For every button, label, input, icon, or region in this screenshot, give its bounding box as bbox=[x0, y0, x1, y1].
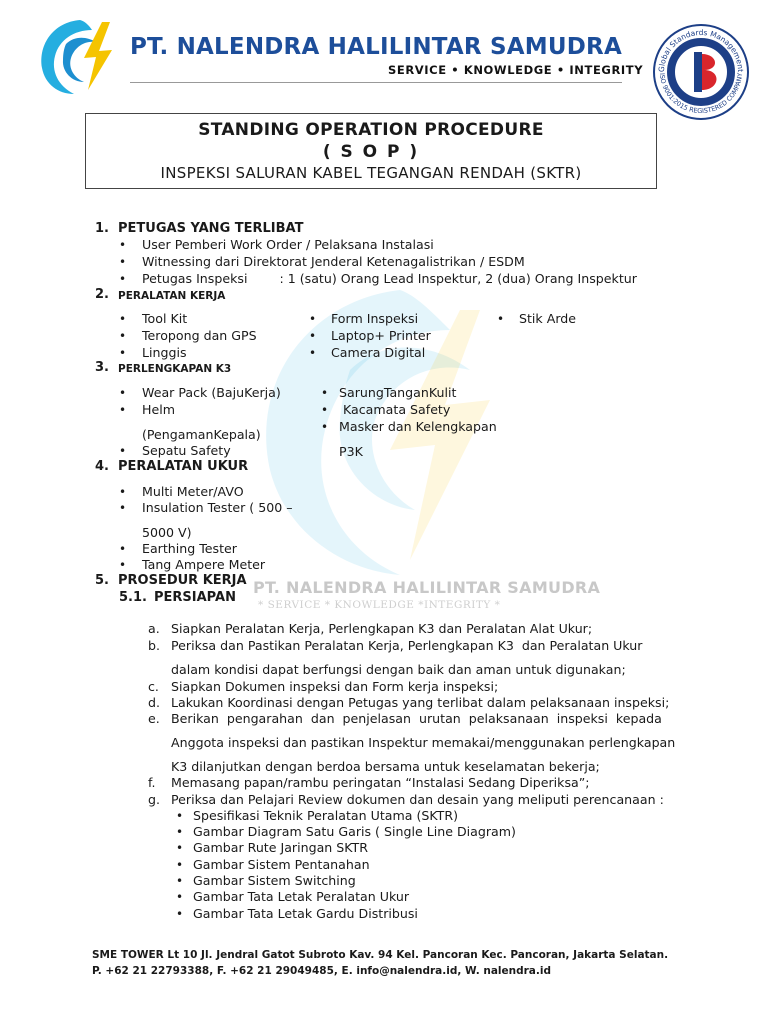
step-text: Siapkan Peralatan Kerja, Perlengkapan K3 dan Peralatan Alat Ukur; bbox=[171, 621, 593, 636]
list-item: Tang Ampere Meter bbox=[142, 557, 266, 572]
list-item: Stik Arde bbox=[519, 311, 577, 326]
section-number: 3. bbox=[95, 360, 109, 375]
step-text-continuation: K3 dilanjutkan dengan berdoa bersama untuk keselamatan bekerja; bbox=[171, 759, 600, 774]
step-text: Berikan pengarahan dan penjelasan urutan pelaksanaan inspeksi kepada bbox=[171, 711, 662, 726]
bullet: • bbox=[309, 312, 317, 326]
footer-contact: P. +62 21 22793388, F. +62 21 29049485, E. info@nalendra.id, W. nalendra.id bbox=[92, 965, 552, 977]
section-title: PERLENGKAPAN K3 bbox=[118, 363, 232, 375]
list-item-continuation: (PengamanKepala) bbox=[142, 427, 261, 442]
watermark-tagline: * SERVICE * KNOWLEDGE *INTEGRITY * bbox=[258, 599, 501, 611]
step-text-continuation: Anggota inspeksi dan pastikan Inspektur memakai/menggunakan perlengkapan bbox=[171, 735, 676, 750]
footer-address: SME TOWER Lt 10 Jl. Jendral Gatot Subroto Kav. 94 Kel. Pancoran Kec. Pancoran, Jakarta Selatan. bbox=[92, 949, 669, 961]
bullet: • bbox=[119, 312, 127, 326]
bullet: • bbox=[321, 386, 329, 400]
list-item: Witnessing dari Direktorat Jenderal Ketenagalistrikan / ESDM bbox=[142, 254, 525, 269]
bullet: • bbox=[119, 501, 127, 515]
section-number: 4. bbox=[95, 459, 109, 474]
bullet: • bbox=[119, 346, 127, 360]
document-subject: INSPEKSI SALURAN KABEL TEGANGAN RENDAH (SKTR) bbox=[160, 164, 582, 182]
list-item: Teropong dan GPS bbox=[142, 328, 257, 343]
subsection-number: 5.1. bbox=[119, 590, 147, 605]
bullet: • bbox=[309, 329, 317, 343]
review-item: Gambar Tata Letak Peralatan Ukur bbox=[193, 889, 410, 904]
list-item: Sepatu Safety bbox=[142, 443, 231, 458]
company-tagline: SERVICE • KNOWLEDGE • INTEGRITY bbox=[388, 63, 644, 77]
step-letter: g. bbox=[148, 792, 160, 807]
bullet: • bbox=[119, 272, 127, 286]
section-number: 2. bbox=[95, 287, 109, 302]
list-item: Kacamata Safety bbox=[339, 402, 451, 417]
header-divider bbox=[130, 82, 622, 83]
step-text: Periksa dan Pastikan Peralatan Kerja, Perlengkapan K3 dan Peralatan Ukur bbox=[171, 638, 643, 653]
bullet: • bbox=[119, 444, 127, 458]
step-letter: c. bbox=[148, 679, 159, 694]
title-box bbox=[85, 113, 657, 189]
step-text: Memasang papan/rambu peringatan “Instalasi Sedang Diperiksa”; bbox=[171, 775, 590, 790]
list-item: Linggis bbox=[142, 345, 187, 360]
badge-bottom-text: ISO 9001:2015 REGISTERED COMPANY bbox=[658, 72, 745, 116]
bullet: • bbox=[119, 329, 127, 343]
section-title: PROSEDUR KERJA bbox=[118, 573, 247, 588]
step-text: Siapkan Dokumen inspeksi dan Form kerja inspeksi; bbox=[171, 679, 499, 694]
step-text: Periksa dan Pelajari Review dokumen dan desain yang meliputi perencanaan : bbox=[171, 792, 664, 807]
company-logo bbox=[36, 16, 124, 96]
list-item: Helm bbox=[142, 402, 175, 417]
list-item: User Pemberi Work Order / Pelaksana Instalasi bbox=[142, 237, 434, 252]
list-item: Form Inspeksi bbox=[331, 311, 419, 326]
step-letter: f. bbox=[148, 775, 156, 790]
section-title: PETUGAS YANG TERLIBAT bbox=[118, 221, 304, 236]
bullet: • bbox=[119, 542, 127, 556]
bullet: • bbox=[176, 825, 184, 839]
step-text-continuation: dalam kondisi dapat berfungsi dengan baik dan aman untuk digunakan; bbox=[171, 662, 626, 677]
subsection-title: PERSIAPAN bbox=[154, 590, 236, 605]
review-item: Gambar Sistem Switching bbox=[193, 873, 356, 888]
bullet: • bbox=[176, 809, 184, 823]
list-item: SarungTanganKulit bbox=[339, 385, 457, 400]
bullet: • bbox=[119, 558, 127, 572]
list-item: Earthing Tester bbox=[142, 541, 237, 556]
bullet: • bbox=[176, 874, 184, 888]
list-item: Multi Meter/AVO bbox=[142, 484, 244, 499]
bullet: • bbox=[176, 858, 184, 872]
list-item: Insulation Tester ( 500 – bbox=[142, 500, 293, 515]
list-item: Masker dan Kelengkapan bbox=[339, 419, 497, 434]
review-item: Gambar Tata Letak Gardu Distribusi bbox=[193, 906, 418, 921]
section-title: PERALATAN KERJA bbox=[118, 290, 226, 302]
document-title: STANDING OPERATION PROCEDURE bbox=[198, 120, 544, 140]
list-item: Petugas Inspeksi : 1 (satu) Orang Lead Inspektur, 2 (dua) Orang Inspektur bbox=[142, 271, 637, 286]
list-item-continuation: 5000 V) bbox=[142, 525, 192, 540]
list-item: Tool Kit bbox=[142, 311, 188, 326]
bullet: • bbox=[119, 485, 127, 499]
company-name: PT. NALENDRA HALILINTAR SAMUDRA bbox=[130, 34, 622, 60]
step-letter: d. bbox=[148, 695, 160, 710]
badge-top-text: Global Standards Management bbox=[656, 27, 746, 73]
bullet: • bbox=[119, 403, 127, 417]
bullet: • bbox=[309, 346, 317, 360]
list-item: Wear Pack (BajuKerja) bbox=[142, 385, 281, 400]
list-item-continuation: P3K bbox=[339, 444, 363, 459]
review-item: Spesifikasi Teknik Peralatan Utama (SKTR) bbox=[193, 808, 459, 823]
step-text: Lakukan Koordinasi dengan Petugas yang terlibat dalam pelaksanaan inspeksi; bbox=[171, 695, 670, 710]
section-number: 5. bbox=[95, 573, 109, 588]
bullet: • bbox=[497, 312, 505, 326]
review-item: Gambar Diagram Satu Garis ( Single Line Diagram) bbox=[193, 824, 516, 839]
iso-certification-badge bbox=[646, 14, 756, 124]
review-item: Gambar Sistem Pentanahan bbox=[193, 857, 370, 872]
bullet: • bbox=[176, 841, 184, 855]
section-title: PERALATAN UKUR bbox=[118, 459, 249, 474]
bullet: • bbox=[321, 403, 329, 417]
bullet: • bbox=[119, 238, 127, 252]
step-letter: e. bbox=[148, 711, 160, 726]
document-abbreviation: ( S O P ) bbox=[322, 142, 420, 162]
bullet: • bbox=[119, 255, 127, 269]
section-number: 1. bbox=[95, 221, 109, 236]
step-letter: a. bbox=[148, 621, 160, 636]
step-letter: b. bbox=[148, 638, 160, 653]
list-item: Laptop+ Printer bbox=[331, 328, 431, 343]
bullet: • bbox=[119, 386, 127, 400]
review-item: Gambar Rute Jaringan SKTR bbox=[193, 840, 368, 855]
watermark-company-name: PT. NALENDRA HALILINTAR SAMUDRA bbox=[253, 578, 601, 597]
list-item: Camera Digital bbox=[331, 345, 426, 360]
bullet: • bbox=[321, 420, 329, 434]
bullet: • bbox=[176, 890, 184, 904]
bullet: • bbox=[176, 907, 184, 921]
